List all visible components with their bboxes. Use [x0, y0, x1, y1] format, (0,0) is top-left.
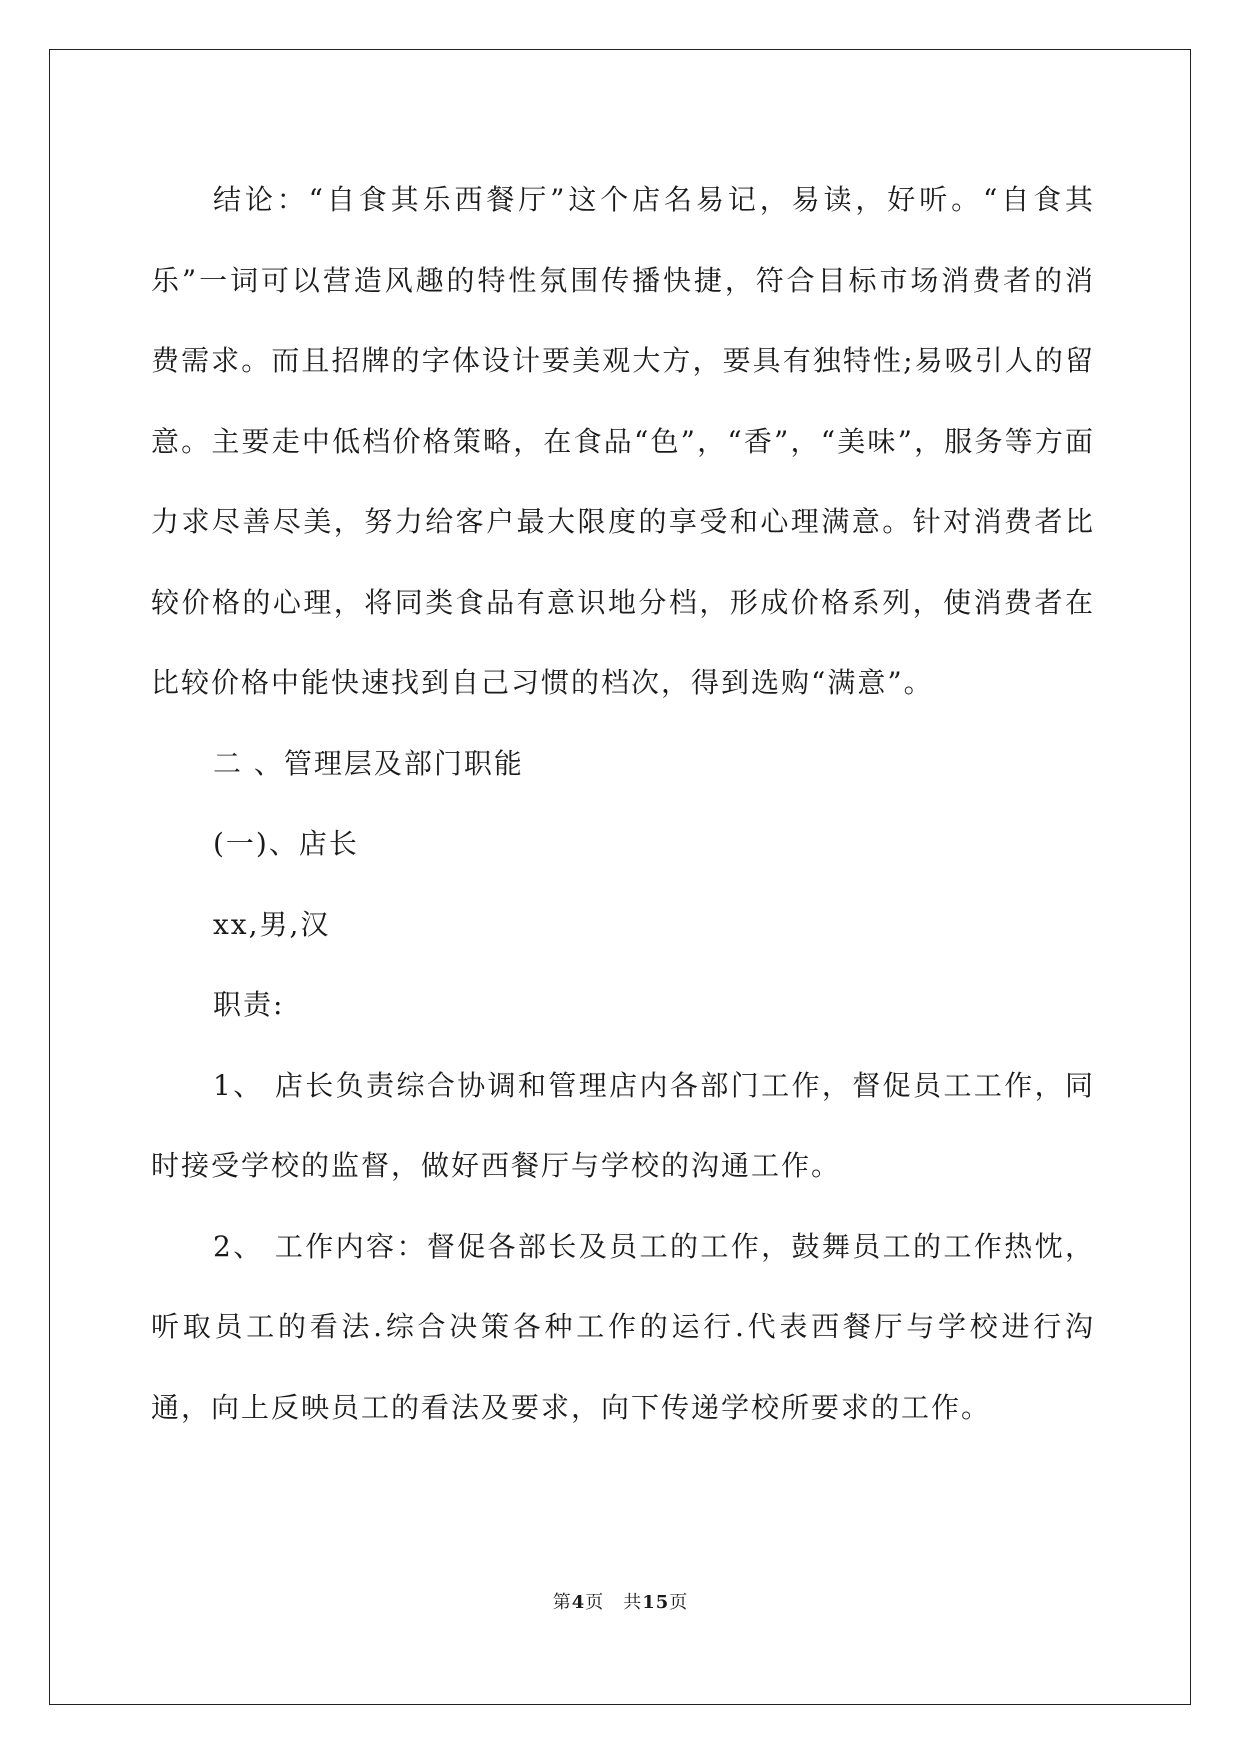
paragraph-conclusion: 结论：“自食其乐西餐厅”这个店名易记，易读，好听。“自食其乐”一词可以营造风趣的特性氛围传播快捷，符合目标市场消费者的消费需求。而且招牌的字体设计要美观大方，要具有独特性;易吸引人的留意。主要走中低档价格策略，在食品“色”，“香”，“美味”，服务等方面力求尽善尽美，努力给客户最大限度的享受和心理满意。针对消费者比较价格的心理，将同类食品有意识地分档，形成价格系列，使消费者在比较价格中能快速找到自己习惯的档次，得到选购“满意”。	[151, 183, 1095, 699]
footer-middle: 页 共	[585, 1592, 643, 1613]
duties-label: 职责:	[213, 988, 285, 1021]
total-page-number: 15	[642, 1592, 670, 1613]
manager-info: xx,男,汉	[213, 907, 331, 941]
subsection-heading-store-manager: (一)、店长	[213, 827, 359, 860]
page-footer	[0, 1588, 1241, 1614]
footer-prefix: 第	[552, 1592, 572, 1613]
section-heading-management: 二 、管理层及部门职能	[213, 746, 524, 780]
current-page-number: 4	[571, 1592, 586, 1613]
duty-item-1: 1、 店长负责综合协调和管理店内各部门工作，督促员工工作，同时接受学校的监督，做好西餐厅与学校的沟通工作。	[151, 1068, 1095, 1182]
document-body	[151, 160, 1095, 1448]
footer-suffix: 页	[669, 1592, 689, 1613]
duty-item-2: 2、 工作内容：督促各部长及员工的工作，鼓舞员工的工作热忱，听取员工的看法.综合决策各种工作的运行.代表西餐厅与学校进行沟通，向上反映员工的看法及要求，向下传递学校所要求的工作。	[151, 1229, 1095, 1424]
